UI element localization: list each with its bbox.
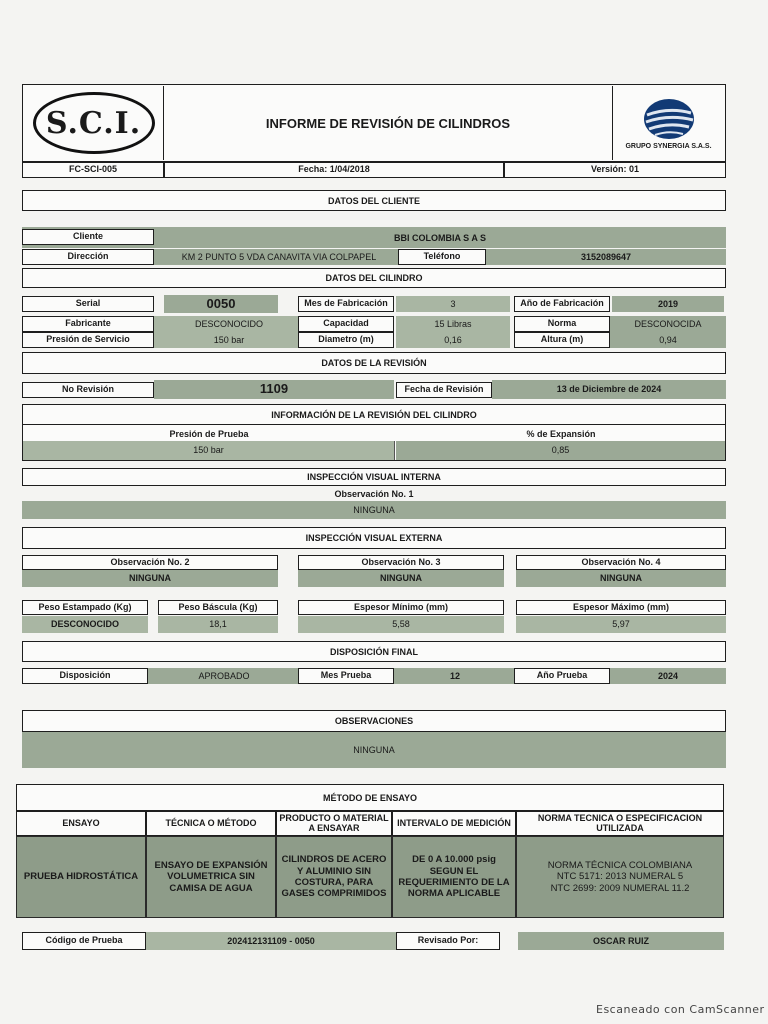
disposition-value: APROBADO — [198, 671, 250, 681]
test-pressure-value: 150 bar — [23, 441, 395, 460]
method-cell-norm: NORMA TÉCNICA COLOMBIANA NTC 5171: 2013 NUMERAL 5 NTC 2699: 2009 NUMERAL 11.2 — [516, 836, 724, 918]
test-pressure-label: Presión de Prueba — [169, 428, 249, 439]
capacity-label: Capacidad — [298, 316, 394, 332]
method-header-range: INTERVALO DE MEDICIÓN — [392, 811, 516, 836]
method-cell-product: CILINDROS DE ACERO Y ALUMINIO SIN COSTURA, PARA GASES COMPRIMIDOS — [276, 836, 392, 918]
observations-value: NINGUNA — [22, 732, 726, 768]
height-value: 0,94 — [610, 332, 726, 348]
globe-icon — [641, 97, 697, 141]
reviewed-by-value: OSCAR RUIZ — [518, 932, 724, 950]
max-thickness-label: Espesor Máximo (mm) — [516, 600, 726, 615]
logo-oval — [33, 92, 155, 154]
year-label: Año de Fabricación — [514, 296, 610, 312]
method-header-test: ENSAYO — [16, 811, 146, 836]
test-code-label: Código de Prueba — [22, 932, 146, 950]
section-observations: OBSERVACIONES — [22, 710, 726, 732]
pressure-label: Presión de Servicio — [22, 332, 154, 348]
review-number-label: No Revisión — [22, 382, 154, 398]
scale-weight-label: Peso Báscula (Kg) — [158, 600, 278, 615]
test-year-label: Año Prueba — [514, 668, 610, 684]
company-logo — [612, 86, 724, 160]
norm-value: DESCONOCIDA — [610, 316, 726, 332]
obs2-label: Observación No. 2 — [22, 555, 278, 570]
test-month-label: Mes Prueba — [298, 668, 394, 684]
stamped-weight-label: Peso Estampado (Kg) — [22, 600, 148, 615]
maker-label: Fabricante — [22, 316, 154, 332]
method-header-product: PRODUCTO O MATERIAL A ENSAYAR — [276, 811, 392, 836]
client-value: BBI COLOMBIA S A S — [394, 232, 486, 243]
section-review: DATOS DE LA REVISIÓN — [22, 352, 726, 374]
review-number-value: 1109 — [154, 380, 394, 399]
doc-date: Fecha: 1/04/2018 — [164, 162, 504, 178]
norm-label: Norma — [514, 316, 610, 332]
min-thickness-value: 5,58 — [298, 616, 504, 633]
expansion-value: 0,85 — [396, 441, 725, 460]
address-value: KM 2 PUNTO 5 VDA CANAVITA VIA COLPAPEL — [181, 252, 377, 262]
obs2-value: NINGUNA — [22, 570, 278, 587]
serial-value: 0050 — [164, 295, 278, 313]
max-thickness-value: 5,97 — [516, 616, 726, 633]
method-cell-test: PRUEBA HIDROSTÁTICA — [16, 836, 146, 918]
month-label: Mes de Fabricación — [298, 296, 394, 312]
company-name: GRUPO SYNERGIA S.A.S. — [625, 142, 712, 150]
min-thickness-label: Espesor Mínimo (mm) — [298, 600, 504, 615]
section-client: DATOS DEL CLIENTE — [22, 190, 726, 211]
section-cylinder: DATOS DEL CILINDRO — [22, 268, 726, 288]
phone-value: 3152089647 — [580, 252, 632, 262]
client-label: Cliente — [22, 229, 154, 245]
obs4-value: NINGUNA — [516, 570, 726, 587]
reviewed-by-label: Revisado Por: — [396, 932, 500, 950]
report-title: INFORME DE REVISIÓN DE CILINDROS — [265, 115, 511, 131]
logo-text: S.C.I. — [45, 105, 142, 141]
method-cell-range: DE 0 A 10.000 psig SEGUN EL REQUERIMIENTO DE LA NORMA APLICABLE — [392, 836, 516, 918]
height-label: Altura (m) — [514, 332, 610, 348]
section-review-info: INFORMACIÓN DE LA REVISIÓN DEL CILINDRO — [22, 404, 726, 425]
serial-label: Serial — [22, 296, 154, 312]
doc-code: FC-SCI-005 — [22, 162, 164, 178]
maker-value: DESCONOCIDO — [154, 316, 304, 332]
review-date-label: Fecha de Revisión — [396, 382, 492, 398]
diameter-value: 0,16 — [396, 332, 510, 348]
obs1-label: Observación No. 1 — [334, 488, 414, 499]
pressure-value: 150 bar — [154, 332, 304, 348]
stamped-weight-value: DESCONOCIDO — [22, 616, 148, 633]
section-disposition: DISPOSICIÓN FINAL — [22, 641, 726, 662]
scanner-watermark: Escaneado con CamScanner — [596, 1003, 765, 1016]
review-date-value: 13 de Diciembre de 2024 — [492, 380, 726, 399]
obs3-value: NINGUNA — [298, 570, 504, 587]
test-year-value: 2024 — [657, 671, 679, 681]
method-header-technique: TÉCNICA O MÉTODO — [146, 811, 276, 836]
logo-sci — [24, 86, 164, 160]
obs3-label: Observación No. 3 — [298, 555, 504, 570]
section-internal: INSPECCIÓN VISUAL INTERNA — [22, 468, 726, 486]
expansion-label: % de Expansión — [526, 428, 596, 439]
test-code-value: 202412131109 - 0050 — [146, 932, 396, 950]
capacity-value: 15 Libras — [396, 316, 510, 332]
test-month-value: 12 — [449, 671, 460, 681]
diameter-label: Diametro (m) — [298, 332, 394, 348]
disposition-label: Disposición — [22, 668, 148, 684]
obs1-value: NINGUNA — [22, 501, 726, 519]
section-external: INSPECCIÓN VISUAL EXTERNA — [22, 527, 726, 549]
doc-version: Versión: 01 — [504, 162, 726, 178]
month-value: 3 — [396, 296, 510, 312]
phone-label: Teléfono — [398, 249, 486, 265]
year-value: 2019 — [612, 296, 724, 312]
method-cell-technique: ENSAYO DE EXPANSIÓN VOLUMETRICA SIN CAMISA DE AGUA — [146, 836, 276, 918]
section-method: MÉTODO DE ENSAYO — [16, 784, 724, 811]
method-header-norm: NORMA TECNICA O ESPECIFICACION UTILIZADA — [516, 811, 724, 836]
address-label: Dirección — [22, 249, 154, 265]
obs4-label: Observación No. 4 — [516, 555, 726, 570]
scale-weight-value: 18,1 — [158, 616, 278, 633]
